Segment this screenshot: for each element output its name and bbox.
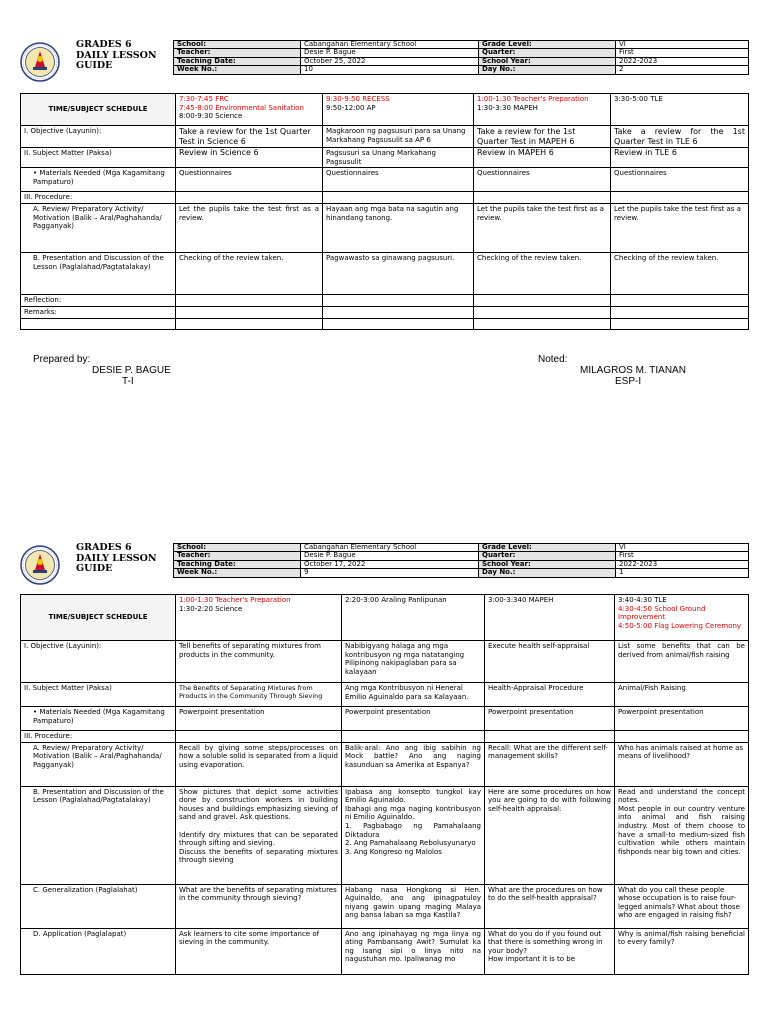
schedule-column xyxy=(611,94,749,126)
cell: Review in MAPEH 6 xyxy=(474,148,611,168)
schedule-header: TIME/SUBJECT SCHEDULE xyxy=(21,595,176,641)
noted-label: Noted: xyxy=(538,354,568,365)
cell xyxy=(176,294,323,306)
schedule-column xyxy=(176,94,323,126)
cell xyxy=(474,306,611,318)
noted-position: ESP-I xyxy=(615,376,642,387)
row-label: II. Subject Matter (Paksa) xyxy=(21,148,176,168)
schedule-red-text: 1:00-1:30 Teacher's Preparation xyxy=(477,95,589,103)
title-line: DAILY LESSON xyxy=(76,552,157,564)
cell: Who has animals raised at home as means of livelihood? xyxy=(615,742,749,786)
guide-title xyxy=(76,543,172,575)
cell: Ipabasa ang konsepto tungkol kay Emilio Aguinaldo. Ibahagi ang mga naging kontribusyon ni Emilio Aguinaldo. 1. Pagbabago ng Pamahalaang Diktadura 2. Ang Pamahalaang Rebolusyunaryo 3. Ang Kongreso ng Malolos xyxy=(342,786,485,884)
cell: Review in TLE 6 xyxy=(611,148,749,168)
cell: Recall by giving some steps/processes on how a soluble solid is separated from a liquid using evaporation. xyxy=(176,742,342,786)
cell xyxy=(485,731,615,743)
schedule-text: 1:30-2:20 Science xyxy=(179,604,243,613)
cell xyxy=(323,306,474,318)
schedule-header: TIME/SUBJECT SCHEDULE xyxy=(21,94,176,126)
schedule-text: 2:20-3:00 Araling Panlipunan xyxy=(345,596,447,604)
deped-seal-icon xyxy=(20,40,72,84)
cell: Take a review for the 1st Quarter Test in Science 6 xyxy=(176,126,323,148)
cell: Habang nasa Hongkong si Hen. Aguinaldo, ano ang ipinagpatuloy niyang gawin upang maging Malaya ang bansa laban sa mga Kastila? xyxy=(342,884,485,928)
school-value: Cabangahan Elementary School xyxy=(301,41,479,49)
row-label: III. Procedure: xyxy=(21,731,176,743)
prepared-by-name: DESIE P. BAGUE xyxy=(92,365,171,376)
row-label: B. Presentation and Discussion of the Lesson (Paglalahad/Pagtatalakay) xyxy=(21,252,176,294)
cell: Balik-aral: Ano ang ibig sabihin ng Mock battle? Ano ang naging kasunduan sa Amerika at Espanya? xyxy=(342,742,485,786)
title-line: GRADES 6 xyxy=(76,39,132,50)
cell: Here are some procedures on how you are going to do with following self-health appraisal: xyxy=(485,786,615,884)
cell: Why is animal/fish raising beneficial to every family? xyxy=(615,928,749,974)
cell: Ano ang ipinahayag ng mga linya ng ating Pambansang Awit? Sumulat ka ng isang sipi o linya nito na nagustuhan mo. Ipaliwanag mo xyxy=(342,928,485,974)
cell xyxy=(474,294,611,306)
row-label: C. Generalization (Paglalahat) xyxy=(21,884,176,928)
cell: Recall: What are the different self-management skills? xyxy=(485,742,615,786)
cell: Hayaan ang mga bata na sagutin ang hinandang tanong. xyxy=(323,203,474,252)
cell: The Benefits of Separating Mixtures from Products in the Community Through Sieving xyxy=(176,683,342,707)
cell: List some benefits that can be derived from animal/fish raising xyxy=(615,641,749,683)
cell: Checking of the review taken. xyxy=(611,252,749,294)
row-label: • Materials Needed (Mga Kagamitang Pampaturo) xyxy=(21,707,176,731)
grade-level-value: VI xyxy=(616,544,749,552)
row-label: III. Procedure: xyxy=(21,192,176,204)
schedule-red-text: 7:30-7:45 FRC 7:45-8:00 Environmental Sanitation xyxy=(179,95,304,112)
cell: Animal/Fish Raising xyxy=(615,683,749,707)
cell: What do you call these people whose occupation is to raise four-legged animals? What about those who are engaged in raising fish? xyxy=(615,884,749,928)
noted-name: MILAGROS M. TIANAN xyxy=(580,365,686,376)
cell xyxy=(176,306,323,318)
grade-level-label: Grade Level: xyxy=(479,544,616,552)
school-label: School: xyxy=(174,41,301,49)
cell: Show pictures that depict some activities done by construction workers in building houses and buildings emphasizing sieving of sand and gravel. Ask questions. Identify dry mixtures that can be separated through sifting and sieving. Discuss the benefits of separating mixtures through sieving xyxy=(176,786,342,884)
grade-level-label: Grade Level: xyxy=(479,41,616,49)
week-no-label: Week No.: xyxy=(174,569,301,577)
cell xyxy=(611,294,749,306)
teaching-date-label: Teaching Date: xyxy=(174,57,301,65)
school-year-value: 2022-2023 xyxy=(616,560,749,568)
cell: Review in Science 6 xyxy=(176,148,323,168)
cell xyxy=(323,318,474,329)
schedule-column xyxy=(323,94,474,126)
cell: Ask learners to cite some importance of sieving in the community. xyxy=(176,928,342,974)
cell: Questionnaires xyxy=(474,168,611,192)
row-label: A. Review/ Preparatory Activity/ Motivation (Balik – Aral/Paghahanda/ Pagganyak) xyxy=(21,742,176,786)
cell: Pagwawasto sa ginawang pagsusuri. xyxy=(323,252,474,294)
lesson-header xyxy=(20,40,748,84)
row-label: Reflection: xyxy=(21,294,176,306)
week-no-label: Week No.: xyxy=(174,66,301,74)
teacher-label: Teacher: xyxy=(174,49,301,57)
cell: Checking of the review taken. xyxy=(474,252,611,294)
cell: Tell benefits of separating mixtures from products in the community. xyxy=(176,641,342,683)
row-label: I. Objective (Layunin): xyxy=(21,641,176,683)
schedule-text: 8:00-9:30 Science xyxy=(179,112,243,121)
cell xyxy=(474,192,611,204)
cell xyxy=(611,192,749,204)
schedule-column xyxy=(342,595,485,641)
lesson-plan-table xyxy=(20,594,749,975)
row-label: II. Subject Matter (Paksa) xyxy=(21,683,176,707)
title-line: GRADES 6 xyxy=(76,542,132,553)
day-no-value: 2 xyxy=(616,66,749,74)
cell: Checking of the review taken. xyxy=(176,252,323,294)
schedule-red-text: 1:00-1:30 Teacher's Preparation xyxy=(179,596,291,604)
row-label: Remarks: xyxy=(21,306,176,318)
teaching-date-value: October 17, 2022 xyxy=(301,560,479,568)
cell xyxy=(474,318,611,329)
cell: Questionnaires xyxy=(176,168,323,192)
schedule-column xyxy=(474,94,611,126)
teacher-value: Desie P. Bague xyxy=(301,552,479,560)
guide-title xyxy=(76,40,172,72)
cell: Powerpoint presentation xyxy=(485,707,615,731)
cell: Health-Appraisal Procedure xyxy=(485,683,615,707)
cell: What are the procedures on how to do the self-health appraisal? xyxy=(485,884,615,928)
quarter-value: First xyxy=(616,49,749,57)
teacher-label: Teacher: xyxy=(174,552,301,560)
cell: Powerpoint presentation xyxy=(176,707,342,731)
schedule-column xyxy=(615,595,749,641)
title-line: GUIDE xyxy=(76,60,113,71)
school-label: School: xyxy=(174,544,301,552)
cell xyxy=(176,318,323,329)
cell: Magkaroon ng pagsusuri para sa Unang Markahang Pagsusulit sa AP 6 xyxy=(323,126,474,148)
schedule-text: 1:30-3:30 MAPEH xyxy=(477,103,538,112)
cell: Nabibigyang halaga ang mga kontribusyon ng mga natatanging Pilipinong nakipaglaban para sa kalayaan xyxy=(342,641,485,683)
day-no-label: Day No.: xyxy=(479,569,616,577)
cell: Ang mga Kontribusyon ni Heneral Emilio Aguinaldo para sa Kalayaan. xyxy=(342,683,485,707)
cell: Let the pupils take the test first as a review. xyxy=(176,203,323,252)
cell: Questionnaires xyxy=(611,168,749,192)
row-label xyxy=(21,318,176,329)
quarter-label: Quarter: xyxy=(479,49,616,57)
cell: Let the pupils take the test first as a review. xyxy=(474,203,611,252)
lesson-header xyxy=(20,543,748,587)
schedule-column xyxy=(485,595,615,641)
day-no-value: 1 xyxy=(616,569,749,577)
school-year-label: School Year: xyxy=(479,57,616,65)
cell xyxy=(176,192,323,204)
cell: Execute health self-appraisal xyxy=(485,641,615,683)
cell: Powerpoint presentation xyxy=(342,707,485,731)
schedule-red-text: 9:30-9:50 RECESS xyxy=(326,95,390,103)
row-label: • Materials Needed (Mga Kagamitang Pampaturo) xyxy=(21,168,176,192)
cell: Take a review for the 1st Quarter Test in MAPEH 6 xyxy=(474,126,611,148)
deped-seal-icon xyxy=(20,543,72,587)
week-no-value: 10 xyxy=(301,66,479,74)
row-label: D. Application (Paglalapat) xyxy=(21,928,176,974)
cell: Questionnaires xyxy=(323,168,474,192)
cell: Read and understand the concept notes. Most people in our country venture into animal and fish raising industry. Most of them choose to have a small-to medium-sized fish cultivation while others maintain fishponds near big town and cities. xyxy=(615,786,749,884)
school-value: Cabangahan Elementary School xyxy=(301,544,479,552)
schedule-text: 3:30-5:00 TLE xyxy=(614,95,663,103)
grade-level-value: VI xyxy=(616,41,749,49)
schedule-text: 9:50-12:00 AP xyxy=(326,103,376,112)
cell: What are the benefits of separating mixtures in the community through sieving? xyxy=(176,884,342,928)
title-line: GUIDE xyxy=(76,563,113,574)
schedule-text: 3:00-3:340 MAPEH xyxy=(488,596,554,604)
teaching-date-value: October 25, 2022 xyxy=(301,57,479,65)
cell xyxy=(323,192,474,204)
cell: What do you do if you found out that there is something wrong in your body? How important it is to be xyxy=(485,928,615,974)
teacher-value: Desie P. Bague xyxy=(301,49,479,57)
schedule-column xyxy=(176,595,342,641)
school-year-value: 2022-2023 xyxy=(616,57,749,65)
cell xyxy=(323,294,474,306)
teaching-date-label: Teaching Date: xyxy=(174,560,301,568)
title-line: DAILY LESSON xyxy=(76,49,157,61)
school-info-table xyxy=(173,40,749,75)
cell xyxy=(342,731,485,743)
row-label: A. Review/ Preparatory Activity/ Motivation (Balik – Aral/Paghahanda/ Pagganyak) xyxy=(21,203,176,252)
cell: Powerpoint presentation xyxy=(615,707,749,731)
lesson-plan-table xyxy=(20,93,749,330)
row-label: B. Presentation and Discussion of the Lesson (Paglalahad/Pagtatalakay) xyxy=(21,786,176,884)
cell xyxy=(176,731,342,743)
day-no-label: Day No.: xyxy=(479,66,616,74)
prepared-by-position: T-I xyxy=(122,376,134,387)
cell xyxy=(611,318,749,329)
prepared-by-label: Prepared by: xyxy=(33,354,91,365)
quarter-label: Quarter: xyxy=(479,552,616,560)
cell xyxy=(615,731,749,743)
cell: Take a review for the 1st Quarter Test in TLE 6 xyxy=(611,126,749,148)
schedule-red-text: 4:30-4:50 School Ground Improvement 4:50-5:00 Flag Lowering Ceremony xyxy=(618,604,742,630)
week-no-value: 9 xyxy=(301,569,479,577)
school-info-table xyxy=(173,543,749,578)
schedule-text: 3:40-4:30 TLE xyxy=(618,596,667,604)
cell xyxy=(611,306,749,318)
cell: Let the pupils take the test first as a review. xyxy=(611,203,749,252)
row-label: I. Objective (Layunin): xyxy=(21,126,176,148)
school-year-label: School Year: xyxy=(479,560,616,568)
quarter-value: First xyxy=(616,552,749,560)
cell: Pagsusuri sa Unang Markahang Pagsusulit xyxy=(323,148,474,168)
